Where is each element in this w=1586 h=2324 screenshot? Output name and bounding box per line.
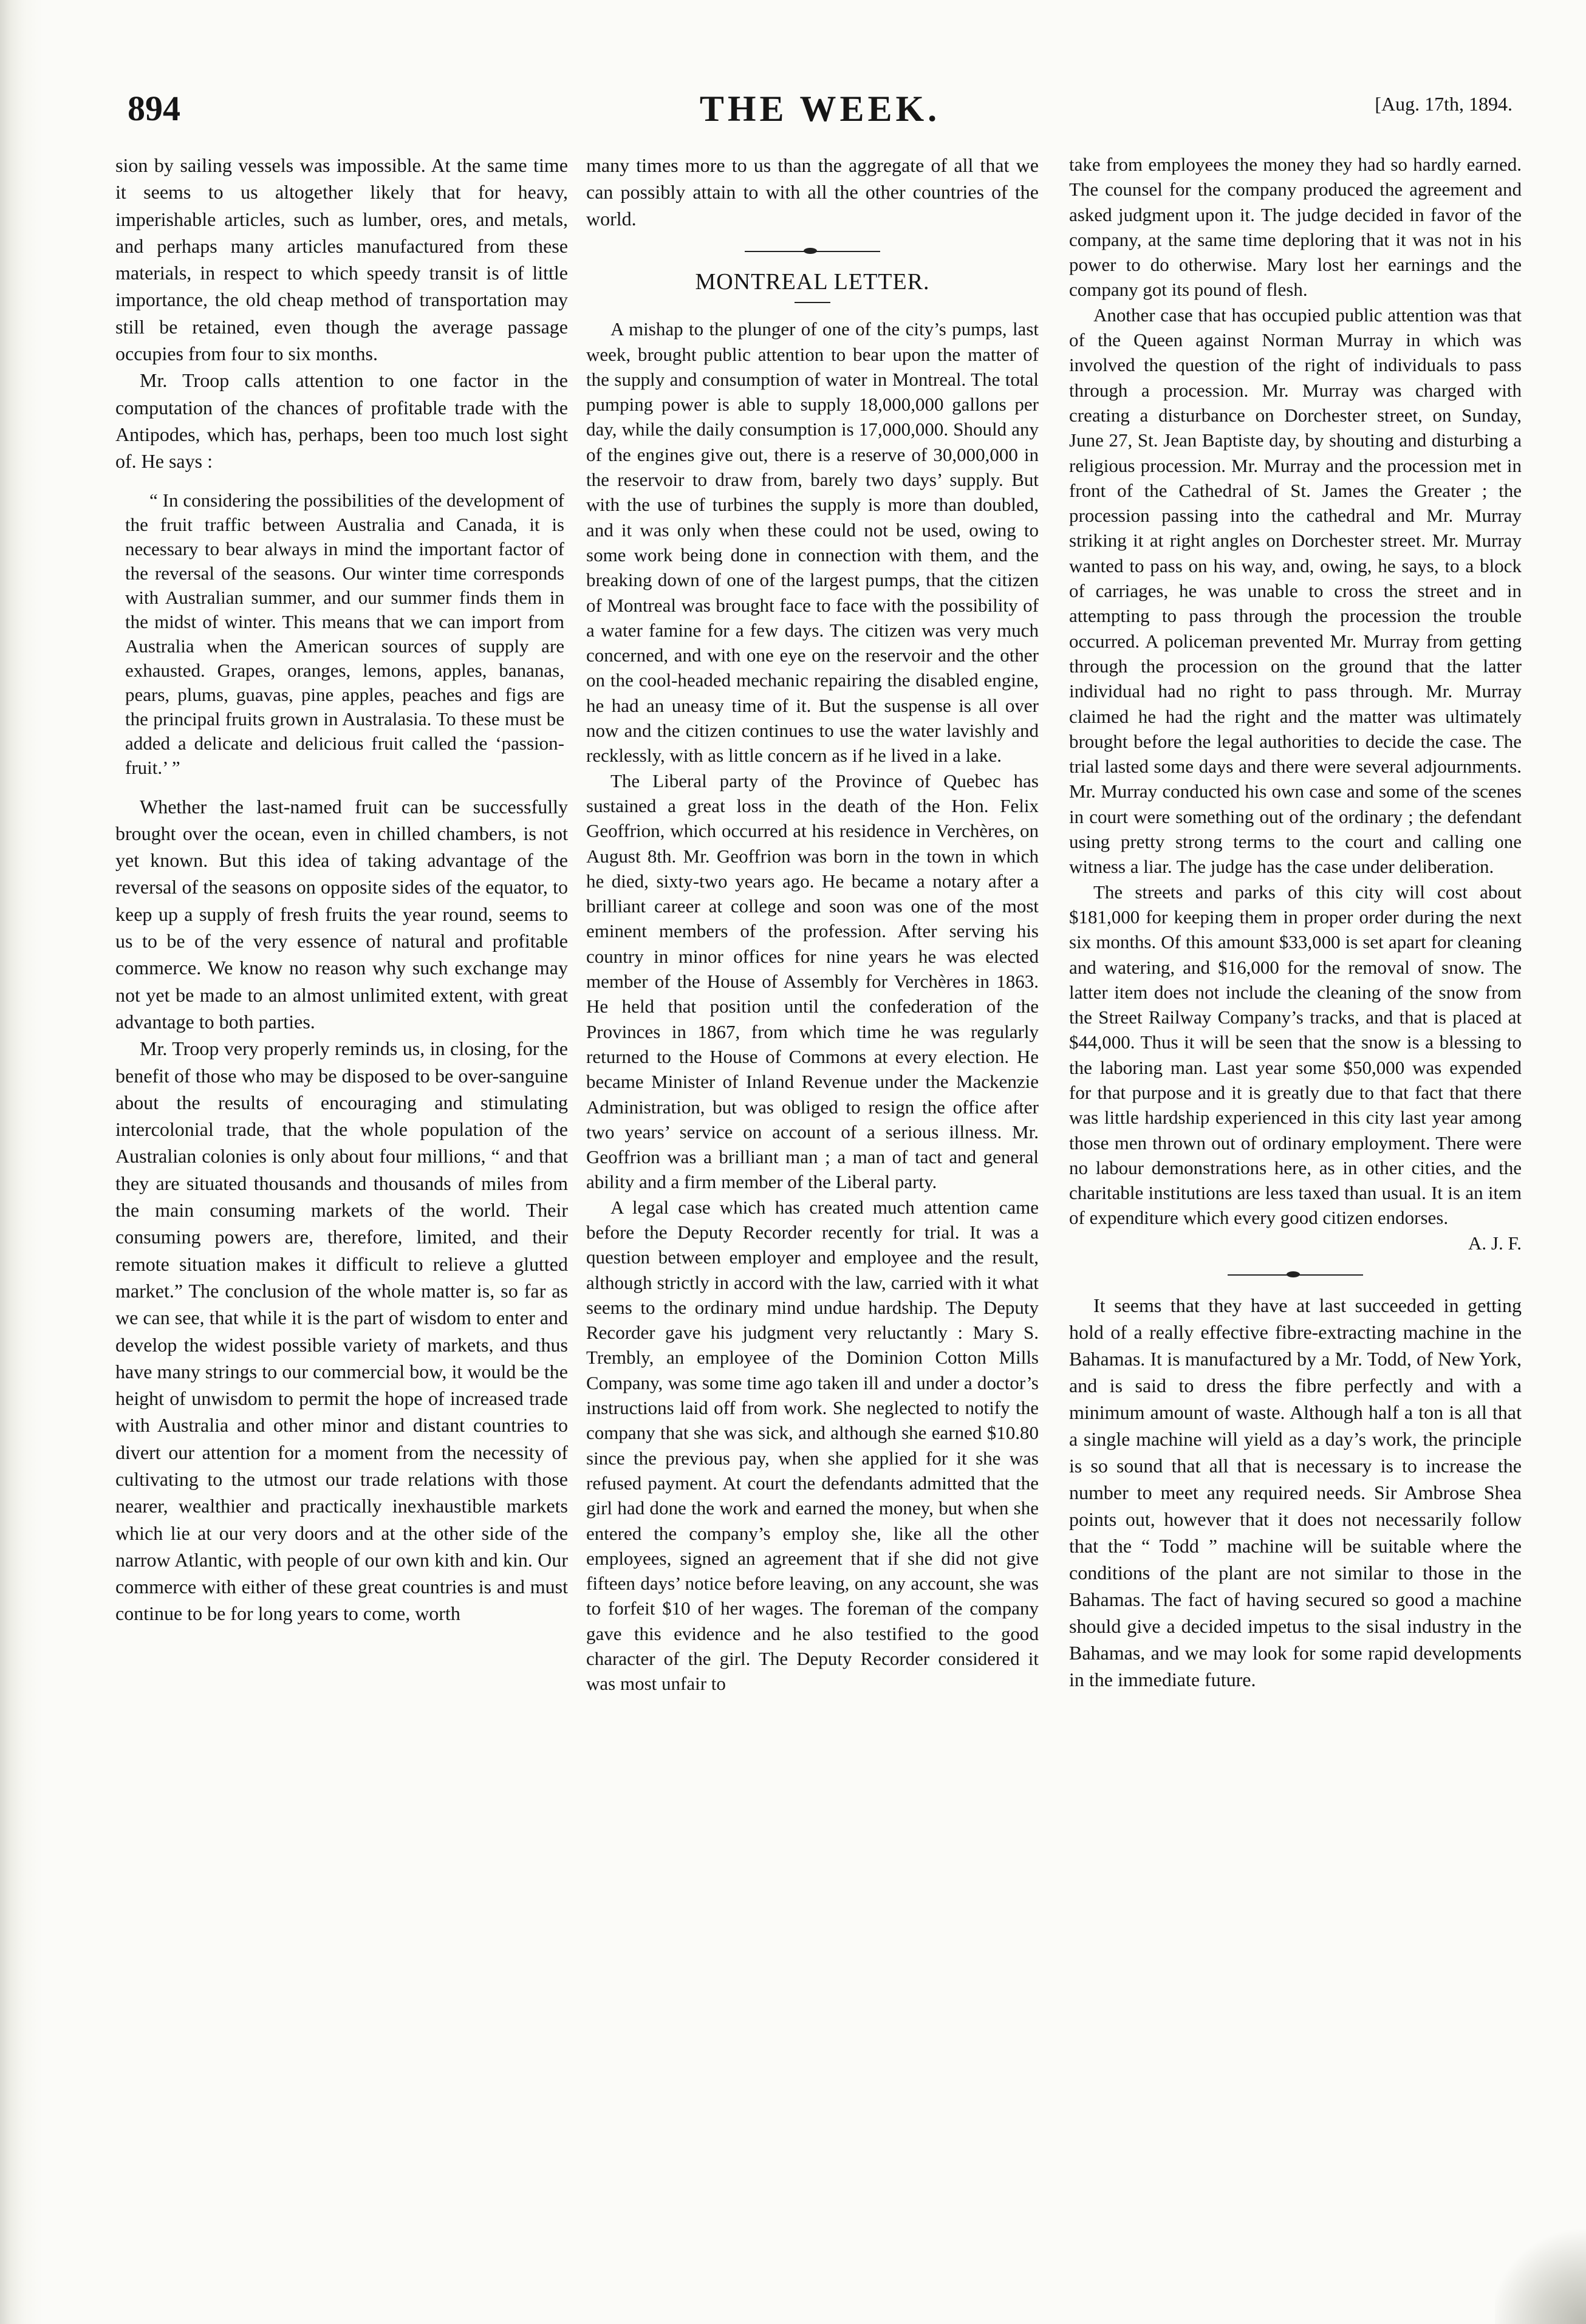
paragraph: Another case that has occupied public attention was that of the Queen against Norman Murray in which was involved the question of the right of individuals to pass through a procession. Mr. Murray was charged with creating a disturbance on Dorchester street, on Sunday, June 27, St. Jean Baptiste day, by shouting and disturbing a religious procession. Mr. Murray and the procession met in front of the Cathedral of St. James the Greater ; the procession passing into the cathedral and Mr. Murray striking it at right angles on Dorchester street. Mr. Murray wanted to pass on his way, and, owing, he says, to a block of carriages, he was unable to cross the street and in attempting to pass through the procession the trouble occurred. A policeman prevented Mr. Murray from getting through the procession on the ground that the latter individual had no right to pass through. Mr. Murray claimed he had the right and the matter was ultimately brought before the legal authorities to decide the case. The trial lasted some days and there were several adjournments. Mr. Murray conducted his own case and some of the scenes in court were something out of the ordinary ; the defendant using pretty strong terms to the court and calling one witness a liar. The judge has the case under deliberation. [1069,304,1522,878]
paragraph: It seems that they have at last succeeded in getting hold of a really effective fibre-extracting machine in the Bahamas. It is manufactured by a Mr. Todd, of New York, and is said to dress the fibre perfectly and with a minimum amount of waste. Although half a ton is all that a single machine will yield as a day’s work, the principle is so sound that all that is necessary is to increase the number to meet any required needs. Sir Ambrose Shea points out, however that it does not necessarily follow that the “ Todd ” machine will be suitable where the conditions of the plant are not similar to those in the Bahamas. The fact of having secured so good a machine should give a decided impetus to the sisal industry in the Bahamas, and we may look for some rapid developments in the immediate future. [1069,1294,1522,1691]
paragraph: The streets and parks of this city will cost about $181,000 for keeping them in proper order during the next six months. Of this amount $33,000 is set apart for cleaning and watering, and $16,000 for the removal of snow. The latter item does not include the cleaning of the snow from the Street Railway Company’s tracks, and that is placed at $44,000. Thus it will be seen that the snow is a blessing to the laboring man. Last year some $50,000 was expended for that purpose and it is greatly due to that fact that there was little hardship experienced in this city last year among those men thrown out of ordinary employment. There were no labour demonstrations here, as in other cities, and the charitable institutions are less taxed than usual. It is an item of expenditure which every good citizen endorses. [1069,881,1522,1229]
publication-title: THE WEEK. [699,89,941,129]
page-number: 894 [128,89,180,128]
column-2 [586,152,1039,1697]
paragraph: The Liberal party of the Province of Quebec has sustained a great loss in the death of the Hon. Felix Geoffrion, which occurred at his residence in Verchères, on August 8th. Mr. Geoffrion was born in the town in which he died, sixty-two years ago. He became a notary after a brilliant career at college and soon was one of the most eminent members of the profession. After serving his country in minor offices for nine years he was elected member of the House of Assembly for Verchères in 1863. He held that position until the confederation of the Provinces in 1867, from which time he was regularly returned to the House of Commons at every election. He became Minister of Inland Revenue under the Mackenzie Administration, but was obliged to resign the office after two years’ service on account of a serious illness. Mr. Geoffrion was a brilliant man ; a man of tact and general ability and a firm member of the Liberal party. [586,770,1039,1193]
paragraph: Mr. Troop very properly reminds us, in closing, for the benefit of those who may be disposed to be over-sanguine about the results of encouraging and stimulating intercolonial trade, that the whole population of the Australian colonies is only about four millions, “ and that they are situated thousands and thousands of miles from the main consuming markets of the world. Their consuming powers are, therefore, limited, and their remote situation makes it difficult to relieve a glutted market.” The conclusion of the whole matter is, so far as we can see, that while it is the part of wisdom to enter and develop the widest possible variety of markets, and thus have many strings to our commercial bow, it would be the height of unwisdom to permit the hope of increased trade with Australia and other minor and distant countries to divert our attention for a moment from the necessity of cultivating to the utmost our trade relations with those nearer, wealthier and practically inexhaustible markets which lie at our very doors and at the other side of the narrow Atlantic, with people of our own kith and kin. Our commerce with either of these great countries is and must continue to be for long years to come, worth [115,1037,568,1625]
section-title: MONTREAL LETTER. [695,269,930,295]
issue-date: [Aug. 17th, 1894. [1375,93,1513,115]
column-1 [115,152,568,1627]
paragraph: A mishap to the plunger of one of the city’s pumps, last week, brought public attention to bear upon the matter of the supply and consumption of water in Montreal. The total pumping power is able to supply 18,000,000 gallons per day, while the daily consumption is 17,000,000. Should any of the engines give out, there is a reserve of 30,000,000 in the reservoir to draw from, barely two days’ supply. But with the use of turbines the supply is more than doubled, and it was only when these could not be used, owing to some work being done in connection with them, and the breaking down of one of the largest pumps, that the citizen of Montreal was brought face to face with the possibility of a water famine for a few days. The citizen was very much concerned, and with one eye on the reservoir and the other on the cool-headed mechanic repairing the disabled engine, he had an uneasy time of it. But the suspense is all over now and the citizen continues to use the water lavishly and recklessly, with as little concern as if he lived in a lake. [586,318,1039,767]
page-corner-smudge [1495,2227,1586,2324]
section-divider [1069,1266,1522,1283]
paragraph: sion by sailing vessels was impossible. At the same time it seems to us altogether likely that for heavy, imperishable articles, such as lumber, ores, and metals, and perhaps many articles manufactured from these materials, in respect to which speedy transit is of little importance, the old cheap method of transportation may still be retained, even though the average passage occupies from four to six months. [115,154,568,365]
author-signature: A. J. F. [1468,1232,1522,1254]
paragraph: Mr. Troop calls attention to one factor in the computation of the chances of profitable trade with the Antipodes, which has, perhaps, been too much lost sight of. He says : [115,369,568,473]
paragraph: many times more to us than the aggregate of all that we can possibly attain to with all the other countries of the world. [586,154,1039,230]
column-3 [1069,152,1522,1693]
section-divider [586,243,1039,260]
paragraph: take from employees the money they had so hardly earned. The counsel for the company produced the agreement and asked judgment upon it. The judge decided in favor of the company, at the same time deploring that it was not in his power to do otherwise. Mary lost her earnings and the company got its pound of flesh. [1069,154,1522,301]
scan-margin-shadow [0,0,43,2324]
title-rule [586,298,1039,307]
paragraph: A legal case which has created much attention came before the Deputy Recorder recently for trial. It was a question between employer and employee and the result, although strictly in accord with the law, carried with it what seems to the ordinary mind undue hardship. The Deputy Recorder gave his judgment very reluctantly : Mary S. Trembly, an employee of the Dominion Cotton Mills Company, was some time ago taken ill and under a doctor’s instructions laid off from work. She neglected to notify the company that she was sick, and although she earned $10.80 since the previous pay, when she applied for it she was refused payment. At court the defendants admitted that the girl had done the work and earned the money, but when she entered the company’s employ she, like all the other employees, signed an agreement that if she did not give fifteen days’ notice before leaving, on any account, she was to forfeit $10 of her wages. The foreman of the company gave this evidence and he also testified to the good character of the girl. The Deputy Recorder considered it was most unfair to [586,1196,1039,1695]
block-quote: “ In considering the possibilities of the development of the fruit traffic between Australia and Canada, it is necessary to bear always in mind the important factor of the reversal of the seasons. Our winter time corresponds with Australian summer, and our summer finds them in the midst of winter. This means that we can import from Australia when the American sources of supply are exhausted. Grapes, oranges, lemons, apples, bananas, pears, plums, guavas, pine apples, peaches and figs are the principal fruits grown in Australasia. To these must be added a delicate and delicious fruit called the ‘passion-fruit.’ ” [125,489,564,778]
paragraph: Whether the last-named fruit can be successfully brought over the ocean, even in chilled chambers, is not yet known. But this idea of taking advantage of the reversal of the seasons on opposite sides of the equator, to keep up a supply of fresh fruits the year round, seems to us to be of the very essence of natural and profitable commerce. We know no reason why such exchange may not yet be made to an almost unlimited extent, with great advantage to both parties. [115,795,568,1033]
page-header [128,88,1513,131]
